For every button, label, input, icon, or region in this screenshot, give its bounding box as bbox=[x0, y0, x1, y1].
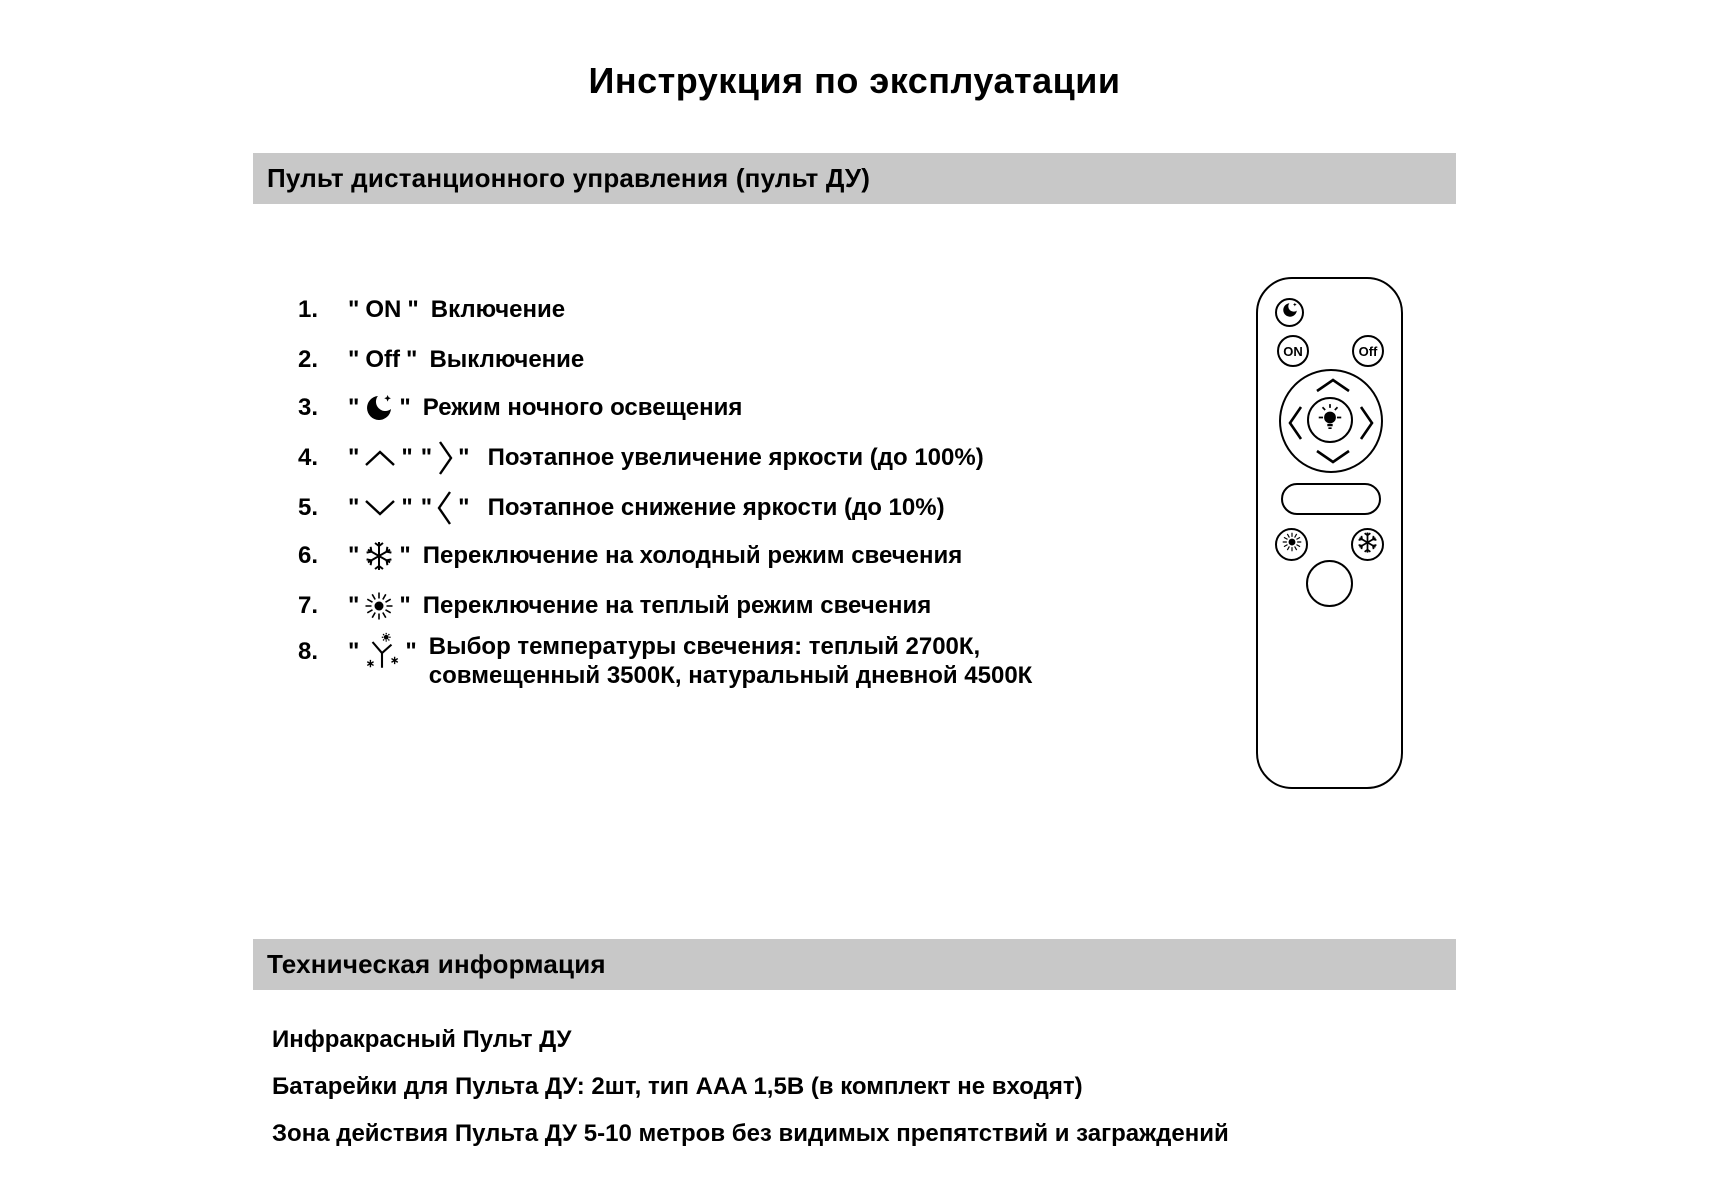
remote-warm-light-button bbox=[1275, 528, 1308, 561]
list-item-text: Поэтапное увеличение яркости (до 100%) bbox=[487, 444, 984, 471]
tech-info-line: Батарейки для Пульта ДУ: 2шт, тип AAA 1,5В (в комплект не входят) bbox=[272, 1073, 1083, 1100]
chevron-down-icon bbox=[1313, 449, 1353, 469]
list-item-number: 3. bbox=[298, 394, 319, 421]
list-item bbox=[298, 488, 945, 528]
quote-mark: " bbox=[405, 638, 417, 665]
quote-mark: " bbox=[399, 592, 411, 619]
light-bulb-icon bbox=[1317, 403, 1343, 438]
section-header-tech-label: Техническая информация bbox=[267, 949, 606, 979]
list-item-text bbox=[429, 632, 1033, 690]
list-item-text-line2: совмещенный 3500К, натуральный дневной 4500К bbox=[428, 662, 1033, 689]
list-item-text: Выключение bbox=[429, 346, 585, 373]
keyword-off: Off bbox=[365, 346, 401, 373]
chevron-right-icon bbox=[436, 439, 454, 477]
list-item bbox=[298, 340, 584, 380]
remote-nav-ring bbox=[1279, 369, 1383, 473]
list-item-number: 8. bbox=[298, 638, 319, 665]
quote-mark: " bbox=[401, 494, 413, 521]
list-item-number: 7. bbox=[298, 592, 319, 619]
remote-illustration bbox=[1256, 277, 1403, 789]
remote-on-label: ON bbox=[1283, 343, 1303, 359]
quote-mark: " bbox=[420, 444, 433, 471]
quote-mark: " bbox=[348, 346, 360, 373]
section-header-tech bbox=[253, 939, 1456, 990]
quote-mark: " bbox=[348, 394, 360, 421]
quote-mark: " bbox=[348, 592, 360, 619]
chevron-left-icon bbox=[1288, 403, 1303, 448]
list-item-text: Режим ночного освещения bbox=[422, 394, 743, 421]
chevron-up-icon bbox=[363, 448, 397, 468]
chevron-right-icon bbox=[1359, 403, 1374, 448]
quote-mark: " bbox=[348, 296, 360, 323]
list-item bbox=[298, 290, 565, 330]
quote-mark: " bbox=[348, 494, 360, 521]
section-header-remote-label: Пульт дистанционного управления (пульт ДУ) bbox=[267, 163, 871, 193]
tech-info-line: Инфракрасный Пульт ДУ bbox=[272, 1026, 572, 1053]
remote-cold-light-button bbox=[1351, 528, 1384, 561]
list-item-text: Переключение на холодный режим свечения bbox=[422, 542, 963, 569]
list-item-number: 6. bbox=[298, 542, 319, 569]
remote-pill-button bbox=[1281, 483, 1381, 515]
quote-mark: " bbox=[406, 346, 418, 373]
list-item-text: Поэтапное снижение яркости (до 10%) bbox=[487, 494, 945, 521]
section-header-remote bbox=[253, 153, 1456, 204]
list-item-text: Включение bbox=[430, 296, 566, 323]
list-item-number: 1. bbox=[298, 296, 319, 323]
tech-info-line: Зона действия Пульта ДУ 5-10 метров без видимых препятствий и заграждений bbox=[272, 1120, 1229, 1147]
color-temperature-icon bbox=[363, 632, 401, 672]
chevron-up-icon bbox=[1313, 378, 1353, 398]
quote-mark: " bbox=[399, 542, 411, 569]
sun-icon bbox=[1281, 531, 1303, 558]
list-item bbox=[298, 438, 984, 478]
moon-icon bbox=[363, 392, 395, 424]
page-title: Инструкция по эксплуатации bbox=[588, 60, 1121, 101]
remote-off-label: Off bbox=[1358, 343, 1378, 359]
quote-mark: " bbox=[348, 542, 360, 569]
moon-icon bbox=[1281, 301, 1299, 324]
snowflake-icon bbox=[363, 540, 395, 572]
list-item-number: 5. bbox=[298, 494, 319, 521]
snowflake-icon bbox=[1356, 531, 1379, 559]
chevron-down-icon bbox=[363, 498, 397, 518]
list-item bbox=[298, 586, 931, 626]
chevron-left-icon bbox=[436, 489, 454, 527]
list-item-text: Переключение на теплый режим свечения bbox=[422, 592, 932, 619]
quote-mark: " bbox=[399, 394, 411, 421]
list-item bbox=[298, 388, 742, 428]
remote-bulb-button bbox=[1307, 397, 1353, 443]
list-item bbox=[298, 536, 962, 576]
quote-mark: " bbox=[458, 444, 470, 471]
list-item-text-line1: Выбор температуры свечения: теплый 2700К, bbox=[428, 633, 981, 660]
quote-mark: " bbox=[407, 296, 419, 323]
remote-off-button bbox=[1352, 335, 1384, 367]
quote-mark: " bbox=[420, 494, 433, 521]
quote-mark: " bbox=[401, 444, 413, 471]
keyword-on: ON bbox=[365, 296, 402, 323]
sun-icon bbox=[363, 590, 395, 622]
quote-mark: " bbox=[348, 444, 360, 471]
remote-on-button bbox=[1277, 335, 1309, 367]
list-item bbox=[298, 632, 1032, 690]
remote-round-button bbox=[1306, 560, 1353, 607]
quote-mark: " bbox=[348, 638, 360, 665]
list-item-number: 2. bbox=[298, 346, 319, 373]
remote-night-mode-button bbox=[1275, 298, 1304, 327]
list-item-number: 4. bbox=[298, 444, 319, 471]
quote-mark: " bbox=[458, 494, 470, 521]
